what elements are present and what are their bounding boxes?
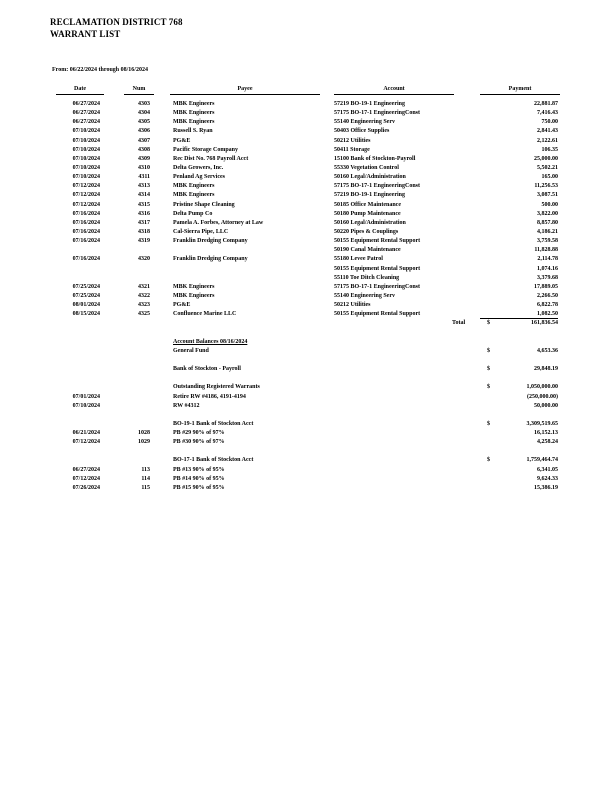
balances-heading: Account Balances 08/16/2024 — [173, 338, 248, 345]
bo19-desc: PB #29 90% of 97% — [173, 430, 225, 437]
row-amount: 22,881.87 — [534, 101, 558, 107]
row-payee: Franklin Dredging Company — [173, 238, 248, 245]
row-num: 4317 — [138, 219, 150, 226]
bo17-desc: PB #15 90% of 95% — [173, 484, 225, 491]
list-item — [0, 402, 612, 411]
row-amount: 2,114.78 — [537, 256, 558, 263]
bo19-dollar: $ — [487, 420, 490, 427]
total-label: Total — [452, 320, 466, 327]
payroll-label: Bank of Stockton - Payroll — [173, 366, 241, 373]
row-account: 50155 Equipment Rental Support — [334, 238, 421, 245]
table-row — [0, 100, 612, 109]
row-amount: 2,266.50 — [537, 292, 558, 299]
bo17-label: BO-17-1 Bank of Stockton Acct — [173, 457, 254, 464]
row-account: 50160 Legal/Administration — [334, 174, 406, 181]
row-account: 57219 BO-19-1 Engineering — [334, 101, 406, 107]
table-row — [0, 173, 612, 182]
row-amount: 6,822.78 — [537, 302, 558, 309]
row-payee: MBK Engineers — [173, 119, 215, 126]
table-row — [0, 274, 612, 283]
bo17-date: 07/26/2024 — [72, 484, 100, 491]
row-account: 55110 Toe Ditch Cleaning — [334, 274, 400, 281]
row-num: 4307 — [138, 137, 150, 144]
row-num: 4318 — [138, 228, 150, 235]
spacer — [0, 411, 612, 420]
list-item — [0, 484, 612, 493]
balances-heading-row — [0, 338, 612, 347]
row-amount: 165.00 — [541, 174, 558, 181]
bo17-amount: 9,624.33 — [537, 475, 558, 482]
row-amount: 3,759.58 — [537, 238, 558, 245]
row-payee: Pristine Shape Cleaning — [173, 201, 235, 208]
row-account: 57175 BO-17-1 EngineeringConst — [334, 183, 421, 190]
col-header-account: Account — [383, 86, 405, 92]
bo19-date: 06/21/2024 — [72, 430, 100, 437]
total-dollar: $ — [487, 320, 490, 327]
row-amount: 7,416.43 — [537, 110, 558, 117]
table-row — [0, 146, 612, 155]
header-rule — [124, 94, 154, 95]
general-fund-dollar: $ — [487, 347, 490, 354]
table-row — [0, 191, 612, 200]
row-payee: PG&E — [173, 137, 191, 144]
row-account: 50185 Office Maintenance — [334, 201, 401, 208]
list-item — [0, 475, 612, 484]
header-rule — [170, 94, 320, 95]
warrants-dollar: $ — [487, 384, 490, 391]
row-account: 57175 BO-17-1 EngineeringConst — [334, 110, 421, 117]
spacer — [0, 374, 612, 383]
list-item — [0, 393, 612, 402]
table-row — [0, 219, 612, 228]
list-item — [0, 466, 612, 475]
date-range: From: 06/22/2024 through 08/16/2024 — [52, 67, 148, 73]
list-item — [0, 429, 612, 438]
table-row — [0, 155, 612, 164]
general-fund-label: General Fund — [173, 347, 209, 354]
warrant-amount: 50,000.00 — [534, 402, 558, 409]
spacer — [0, 329, 612, 338]
table-row — [0, 237, 612, 246]
row-date: 07/10/2024 — [72, 137, 100, 144]
row-payee: Pacific Storage Company — [173, 146, 238, 153]
payroll-dollar: $ — [487, 366, 490, 373]
bo17-num: 113 — [141, 466, 150, 473]
bo17-dollar: $ — [487, 457, 490, 464]
row-payee: Pamela A. Forbes, Attorney at Law — [173, 219, 264, 226]
row-payee: Cal-Sierra Pipe, LLC — [173, 228, 229, 235]
bo19-label: BO-19-1 Bank of Stockton Acct — [173, 420, 254, 427]
row-num: 4319 — [138, 238, 150, 245]
row-date: 07/25/2024 — [72, 283, 100, 290]
row-account: 55140 Engineering Serv — [334, 119, 395, 126]
table-row — [0, 201, 612, 210]
bo19-amount: 3,309,519.65 — [526, 420, 558, 427]
table-row — [0, 182, 612, 191]
row-num: 4316 — [138, 210, 150, 217]
row-payee: Russell S. Ryan — [173, 128, 213, 135]
row-date: 08/01/2024 — [72, 302, 100, 309]
bo19-amount: 16,152.13 — [534, 430, 558, 437]
warrant-amount: (250,000.00) — [527, 393, 558, 400]
balance-row — [0, 365, 612, 374]
row-date: 07/25/2024 — [72, 292, 100, 299]
row-payee: Delta Growers, Inc. — [173, 164, 224, 171]
row-num: 4311 — [138, 174, 150, 181]
table-row — [0, 137, 612, 146]
bo17-amount: 15,386.19 — [534, 484, 558, 491]
row-num: 4304 — [138, 110, 150, 117]
col-header-date: Date — [74, 86, 86, 92]
col-header-num: Num — [132, 86, 146, 92]
balance-row — [0, 347, 612, 356]
row-date: 06/27/2024 — [72, 101, 100, 107]
row-account: 50155 Equipment Rental Support — [334, 265, 421, 272]
list-item — [0, 438, 612, 447]
row-num: 4320 — [138, 256, 150, 263]
bo19-num: 1029 — [138, 439, 150, 446]
col-header-payee: Payee — [237, 86, 253, 92]
warrants-label: Outstanding Registered Warrants — [173, 384, 260, 391]
row-amount: 17,889.05 — [534, 283, 558, 290]
row-date: 07/12/2024 — [72, 183, 100, 190]
row-amount: 106.35 — [541, 146, 558, 153]
table-row — [0, 292, 612, 301]
total-row — [0, 319, 612, 328]
table-row — [0, 109, 612, 118]
spacer — [0, 356, 612, 365]
header-rule — [334, 94, 454, 95]
row-num: 4309 — [138, 155, 150, 162]
bo19-amount: 4,258.24 — [537, 439, 558, 446]
row-amount: 3,379.68 — [537, 274, 558, 281]
bo19-num: 1028 — [138, 430, 150, 437]
row-payee: MBK Engineers — [173, 192, 215, 199]
row-num: 4310 — [138, 164, 150, 171]
row-num: 4322 — [138, 292, 150, 299]
row-payee: MBK Engineers — [173, 183, 215, 190]
row-account: 50160 Legal/Administration — [334, 219, 406, 226]
row-date: 07/10/2024 — [72, 155, 100, 162]
row-date: 07/10/2024 — [72, 128, 100, 135]
warrant-desc: RW #4312 — [173, 402, 200, 409]
payroll-amount: 29,848.19 — [534, 366, 558, 373]
table-row — [0, 228, 612, 237]
row-date: 07/12/2024 — [72, 201, 100, 208]
table-row — [0, 164, 612, 173]
row-date: 06/27/2024 — [72, 119, 100, 126]
table-row — [0, 301, 612, 310]
header-rule — [56, 94, 104, 95]
row-payee: Rec Dist No. 768 Payroll Acct — [173, 155, 249, 162]
table-row — [0, 246, 612, 255]
row-num: 4314 — [138, 192, 150, 199]
row-date: 07/16/2024 — [72, 238, 100, 245]
row-amount: 1,082.50 — [480, 310, 558, 319]
row-payee: Franklin Dredging Company — [173, 256, 248, 263]
row-payee: MBK Engineers — [173, 292, 215, 299]
row-account: 50212 Utilities — [334, 137, 371, 144]
row-payee: Delta Pump Co — [173, 210, 213, 217]
row-account: 15100 Bank of Stockton-Payroll — [334, 155, 416, 162]
balance-row — [0, 456, 612, 465]
row-account: 50212 Utilities — [334, 302, 371, 309]
warrant-date: 07/01/2024 — [72, 393, 100, 400]
row-account: 55330 Vegetation Control — [334, 164, 399, 171]
warrant-table — [0, 100, 612, 493]
row-payee: Confluence Marine LLC — [173, 311, 237, 318]
row-date: 06/27/2024 — [72, 110, 100, 117]
balance-row — [0, 420, 612, 429]
row-account: 50220 Pipes & Couplings — [334, 228, 399, 235]
warrant-desc: Retire RW #4186, 4191-4194 — [173, 393, 246, 400]
row-amount: 4,186.21 — [537, 228, 558, 235]
row-amount: 2,122.61 — [537, 137, 558, 144]
row-amount: 8,857.80 — [537, 219, 558, 226]
row-amount: 2,841.43 — [537, 128, 558, 135]
row-amount: 11,828.88 — [534, 247, 558, 254]
row-num: 4325 — [138, 311, 150, 318]
row-date: 07/16/2024 — [72, 256, 100, 263]
row-payee: MBK Engineers — [173, 283, 215, 290]
document-title: WARRANT LIST — [50, 29, 121, 39]
row-amount: 3,087.51 — [537, 192, 558, 199]
row-account: 55180 Levee Patrol — [334, 256, 383, 263]
row-date: 07/10/2024 — [72, 146, 100, 153]
row-num: 4305 — [138, 119, 150, 126]
row-account: 55140 Engineering Serv — [334, 292, 395, 299]
table-row — [0, 310, 612, 319]
table-row — [0, 283, 612, 292]
row-amount: 1,074.16 — [537, 265, 558, 272]
row-account: 50411 Storage — [334, 146, 370, 153]
row-account: 50403 Office Supplies — [334, 128, 390, 135]
col-header-payment: Payment — [508, 86, 532, 92]
row-num: 4321 — [138, 283, 150, 290]
row-num: 4313 — [138, 183, 150, 190]
row-date: 07/10/2024 — [72, 174, 100, 181]
bo19-date: 07/12/2024 — [72, 439, 100, 446]
bo17-desc: PB #13 90% of 95% — [173, 466, 225, 473]
balance-row — [0, 383, 612, 392]
row-amount: 3,822.00 — [537, 210, 558, 217]
table-row — [0, 127, 612, 136]
row-amount: 5,502.21 — [537, 164, 558, 171]
header-rule — [480, 94, 560, 95]
bo17-desc: PB #14 90% of 95% — [173, 475, 225, 482]
row-date: 07/10/2024 — [72, 164, 100, 171]
bo19-desc: PB #30 90% of 97% — [173, 439, 225, 446]
bo17-date: 07/12/2024 — [72, 475, 100, 482]
table-row — [0, 265, 612, 274]
row-amount: 25,000.00 — [534, 155, 558, 162]
spacer — [0, 447, 612, 456]
district-title: RECLAMATION DISTRICT 768 — [50, 17, 183, 27]
row-amount: 750.00 — [541, 119, 558, 126]
row-num: 4306 — [138, 128, 150, 135]
table-row — [0, 255, 612, 264]
row-payee: MBK Engineers — [173, 101, 215, 107]
table-row — [0, 118, 612, 127]
warrants-amount: 1,050,000.00 — [526, 384, 558, 391]
row-date: 08/15/2024 — [72, 311, 100, 318]
bo17-amount: 1,759,464.74 — [526, 457, 558, 464]
total-amount: 161,836.54 — [531, 320, 558, 327]
warrant-date: 07/10/2024 — [72, 402, 100, 409]
row-account: 50190 Canal Maintenance — [334, 247, 401, 254]
row-amount: 11,256.53 — [534, 183, 558, 190]
row-account: 57175 BO-17-1 EngineeringConst — [334, 283, 421, 290]
bo17-amount: 6,341.05 — [537, 466, 558, 473]
row-date: 07/16/2024 — [72, 210, 100, 217]
row-account: 50155 Equipment Rental Support — [334, 311, 421, 318]
row-num: 4323 — [138, 302, 150, 309]
row-payee: MBK Engineers — [173, 110, 215, 117]
row-date: 07/16/2024 — [72, 219, 100, 226]
row-payee: PG&E — [173, 302, 191, 309]
row-num: 4303 — [138, 101, 150, 107]
row-date: 07/16/2024 — [72, 228, 100, 235]
row-account: 50180 Pump Maintenance — [334, 210, 401, 217]
bo17-num: 115 — [141, 484, 150, 491]
row-date: 07/12/2024 — [72, 192, 100, 199]
bo17-num: 114 — [141, 475, 150, 482]
row-num: 4315 — [138, 201, 150, 208]
row-account: 57219 BO-19-1 Engineering — [334, 192, 406, 199]
row-num: 4308 — [138, 146, 150, 153]
bo17-date: 06/27/2024 — [72, 466, 100, 473]
general-fund-amount: 4,653.36 — [537, 347, 558, 354]
row-payee: Penland Ag Services — [173, 174, 225, 181]
row-amount: 500.00 — [541, 201, 558, 208]
table-row — [0, 210, 612, 219]
